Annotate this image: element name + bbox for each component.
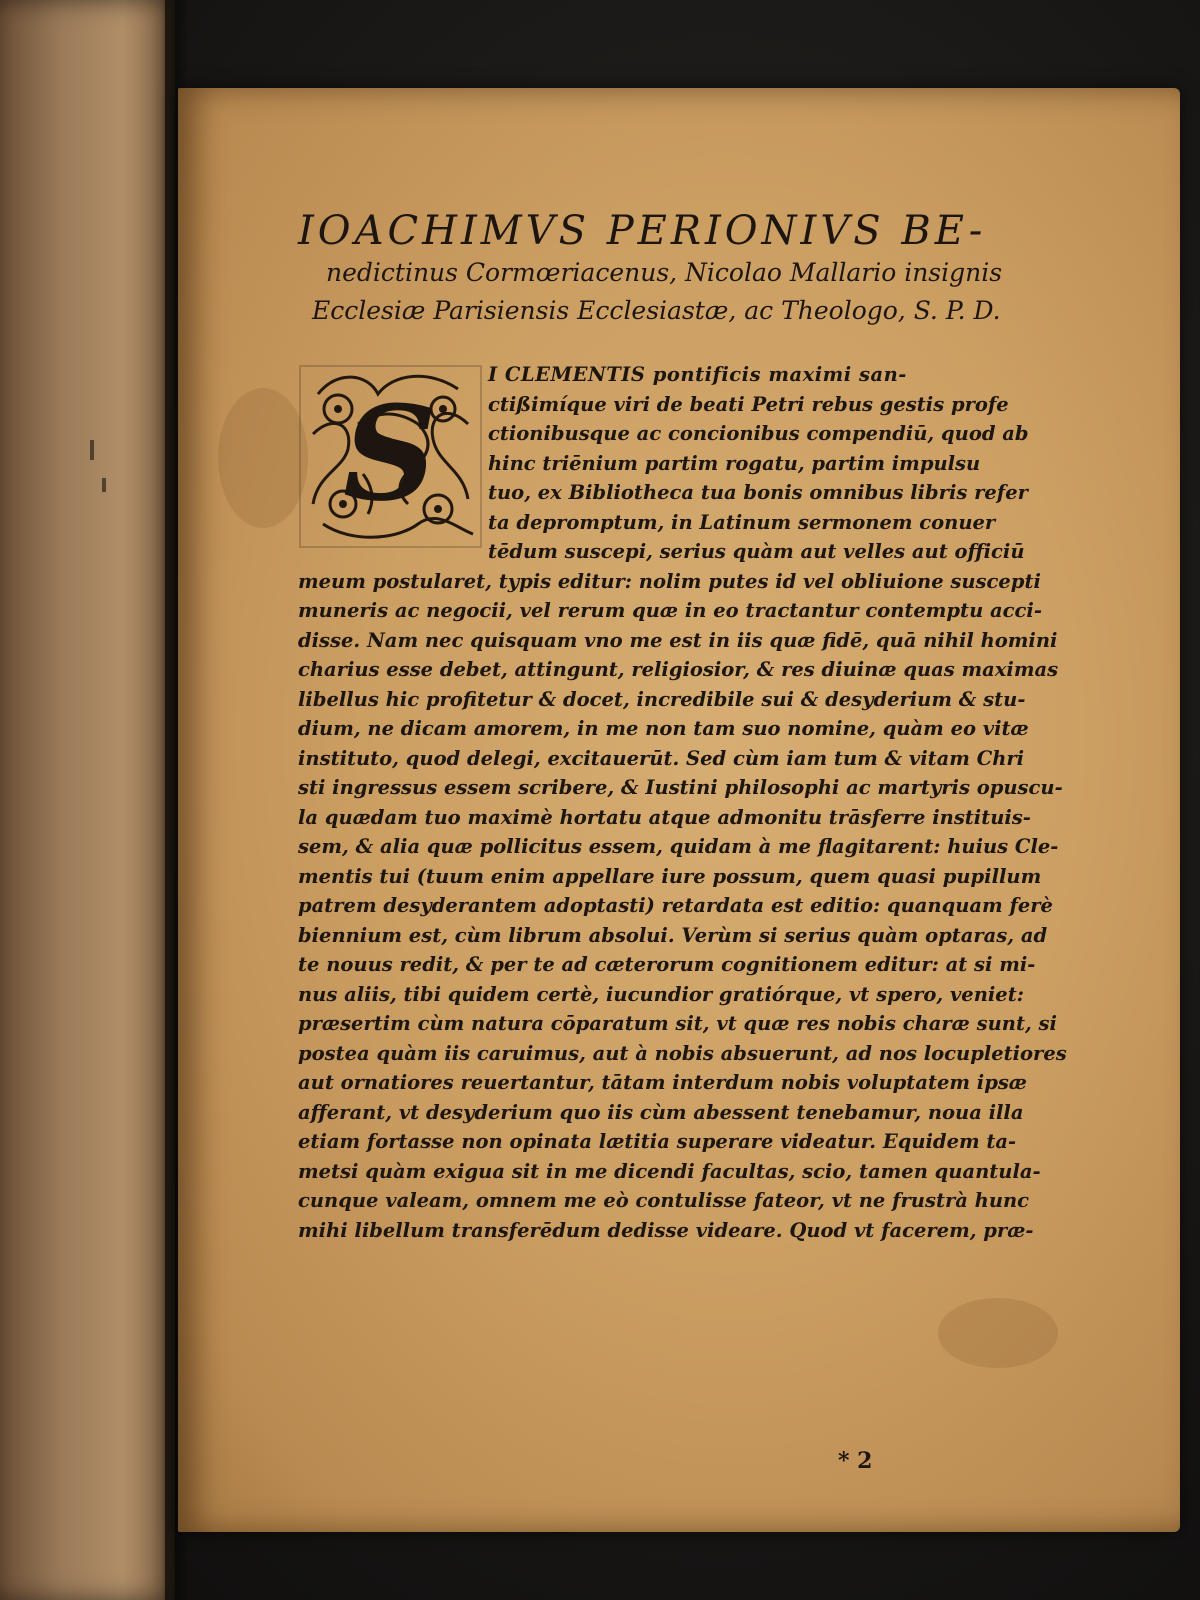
text-line: charius esse debet, attingunt, religiosior, & res diuinæ quas maximas bbox=[298, 658, 1059, 681]
heading-line-3: Ecclesiæ Parisiensis Ecclesiastæ, ac Theologo, S. P. D. bbox=[312, 296, 1001, 325]
text-line: nus aliis, tibi quidem certè, iucundior gratiórque, vt spero, veniet: bbox=[298, 982, 1024, 1006]
text-line: patrem desyderantem adoptasti) retardata est editio: quanquam ferè bbox=[298, 894, 1053, 917]
text-line: cunque valeam, omnem me eò contulisse fateor, vt ne frustrà hunc bbox=[298, 1189, 1030, 1212]
text-line: mihi libellum transferēdum dedisse videare. Quod vt facerem, præ- bbox=[298, 1218, 1034, 1242]
text-line: præsertim cùm natura cōparatum sit, vt quæ res nobis charæ sunt, si bbox=[298, 1012, 1057, 1035]
text-line: afferant, vt desyderium quo iis cùm abessent tenebamur, noua illa bbox=[298, 1100, 1024, 1124]
decorated-initial-s bbox=[298, 364, 483, 549]
paper-stain bbox=[218, 388, 308, 528]
left-page-mark bbox=[90, 440, 94, 460]
text-line: ctionibusque ac concionibus compendiū, quod ab bbox=[488, 422, 1029, 445]
text-line: etiam fortasse non opinata lætitia superare videatur. Equidem ta- bbox=[298, 1130, 1017, 1153]
text-line: disse. Nam nec quisquam vno me est in iis quæ fidē, quā nihil homini bbox=[298, 628, 1058, 652]
text-line: tuo, ex Bibliotheca tua bonis omnibus libris refer bbox=[488, 481, 1028, 504]
text-line: dium, ne dicam amorem, in me non tam suo nomine, quàm eo vitæ bbox=[298, 717, 1029, 740]
text-line: muneris ac negocii, vel rerum quæ in eo tractantur contemptu acci- bbox=[298, 599, 1042, 622]
body-text bbox=[298, 360, 1128, 1245]
left-page-mark bbox=[102, 478, 106, 492]
text-line: hinc triēnium partim rogatu, partim impulsu bbox=[488, 451, 981, 475]
text-line: aut ornatiores reuertantur, tātam interdum nobis voluptatem ipsæ bbox=[298, 1071, 1027, 1094]
text-line: ctißimíque viri de beati Petri rebus gestis profe bbox=[488, 392, 1009, 416]
text-line: tēdum suscepi, serius quàm aut velles aut officiū bbox=[488, 540, 1025, 563]
text-line: metsi quàm exigua sit in me dicendi facultas, scio, tamen quantula- bbox=[298, 1159, 1041, 1183]
signature-mark: * 2 bbox=[838, 1448, 873, 1474]
heading-line-2: nedictinus Cormœriacenus, Nicolao Mallario insignis bbox=[326, 258, 1003, 287]
text-line: ta depromptum, in Latinum sermonem conuer bbox=[488, 510, 996, 534]
ornament-initial-icon bbox=[298, 364, 483, 549]
text-line: sti ingressus essem scribere, & Iustini philosophi ac martyris opuscu- bbox=[298, 776, 1063, 799]
text-line: libellus hic profitetur & docet, incredibile sui & desyderium & stu- bbox=[298, 687, 1026, 711]
text-line: la quædam tuo maximè hortatu atque admonitu trāsferre instituis- bbox=[298, 805, 1031, 829]
initial-letter: S bbox=[343, 377, 437, 530]
paper-stain bbox=[938, 1298, 1058, 1368]
left-page-edge bbox=[0, 0, 175, 1600]
text-line: meum postularet, typis editur: nolim putes id vel obliuione suscepti bbox=[298, 569, 1041, 593]
text-line: postea quàm iis caruimus, aut à nobis absuerunt, ad nos locupletiores bbox=[298, 1041, 1067, 1065]
text-line: biennium est, cùm librum absolui. Verùm si serius quàm optaras, ad bbox=[298, 923, 1048, 947]
text-line: I CLEMENTIS pontificis maximi san- bbox=[488, 363, 907, 386]
text-line: te nouus redit, & per te ad cæterorum cognitionem editur: at si mi- bbox=[298, 953, 1036, 976]
page-text bbox=[298, 208, 1128, 1245]
heading-line-1: IOACHIMVS PERIONIVS BE- bbox=[298, 208, 987, 254]
text-line: mentis tui (tuum enim appellare iure possum, quem quasi pupillum bbox=[298, 864, 1042, 888]
text-line: sem, & alia quæ pollicitus essem, quidam à me flagitarent: huius Cle- bbox=[298, 835, 1059, 858]
right-page bbox=[178, 88, 1180, 1532]
text-line: instituto, quod delegi, excitauerūt. Sed cùm iam tum & vitam Chri bbox=[298, 746, 1025, 770]
